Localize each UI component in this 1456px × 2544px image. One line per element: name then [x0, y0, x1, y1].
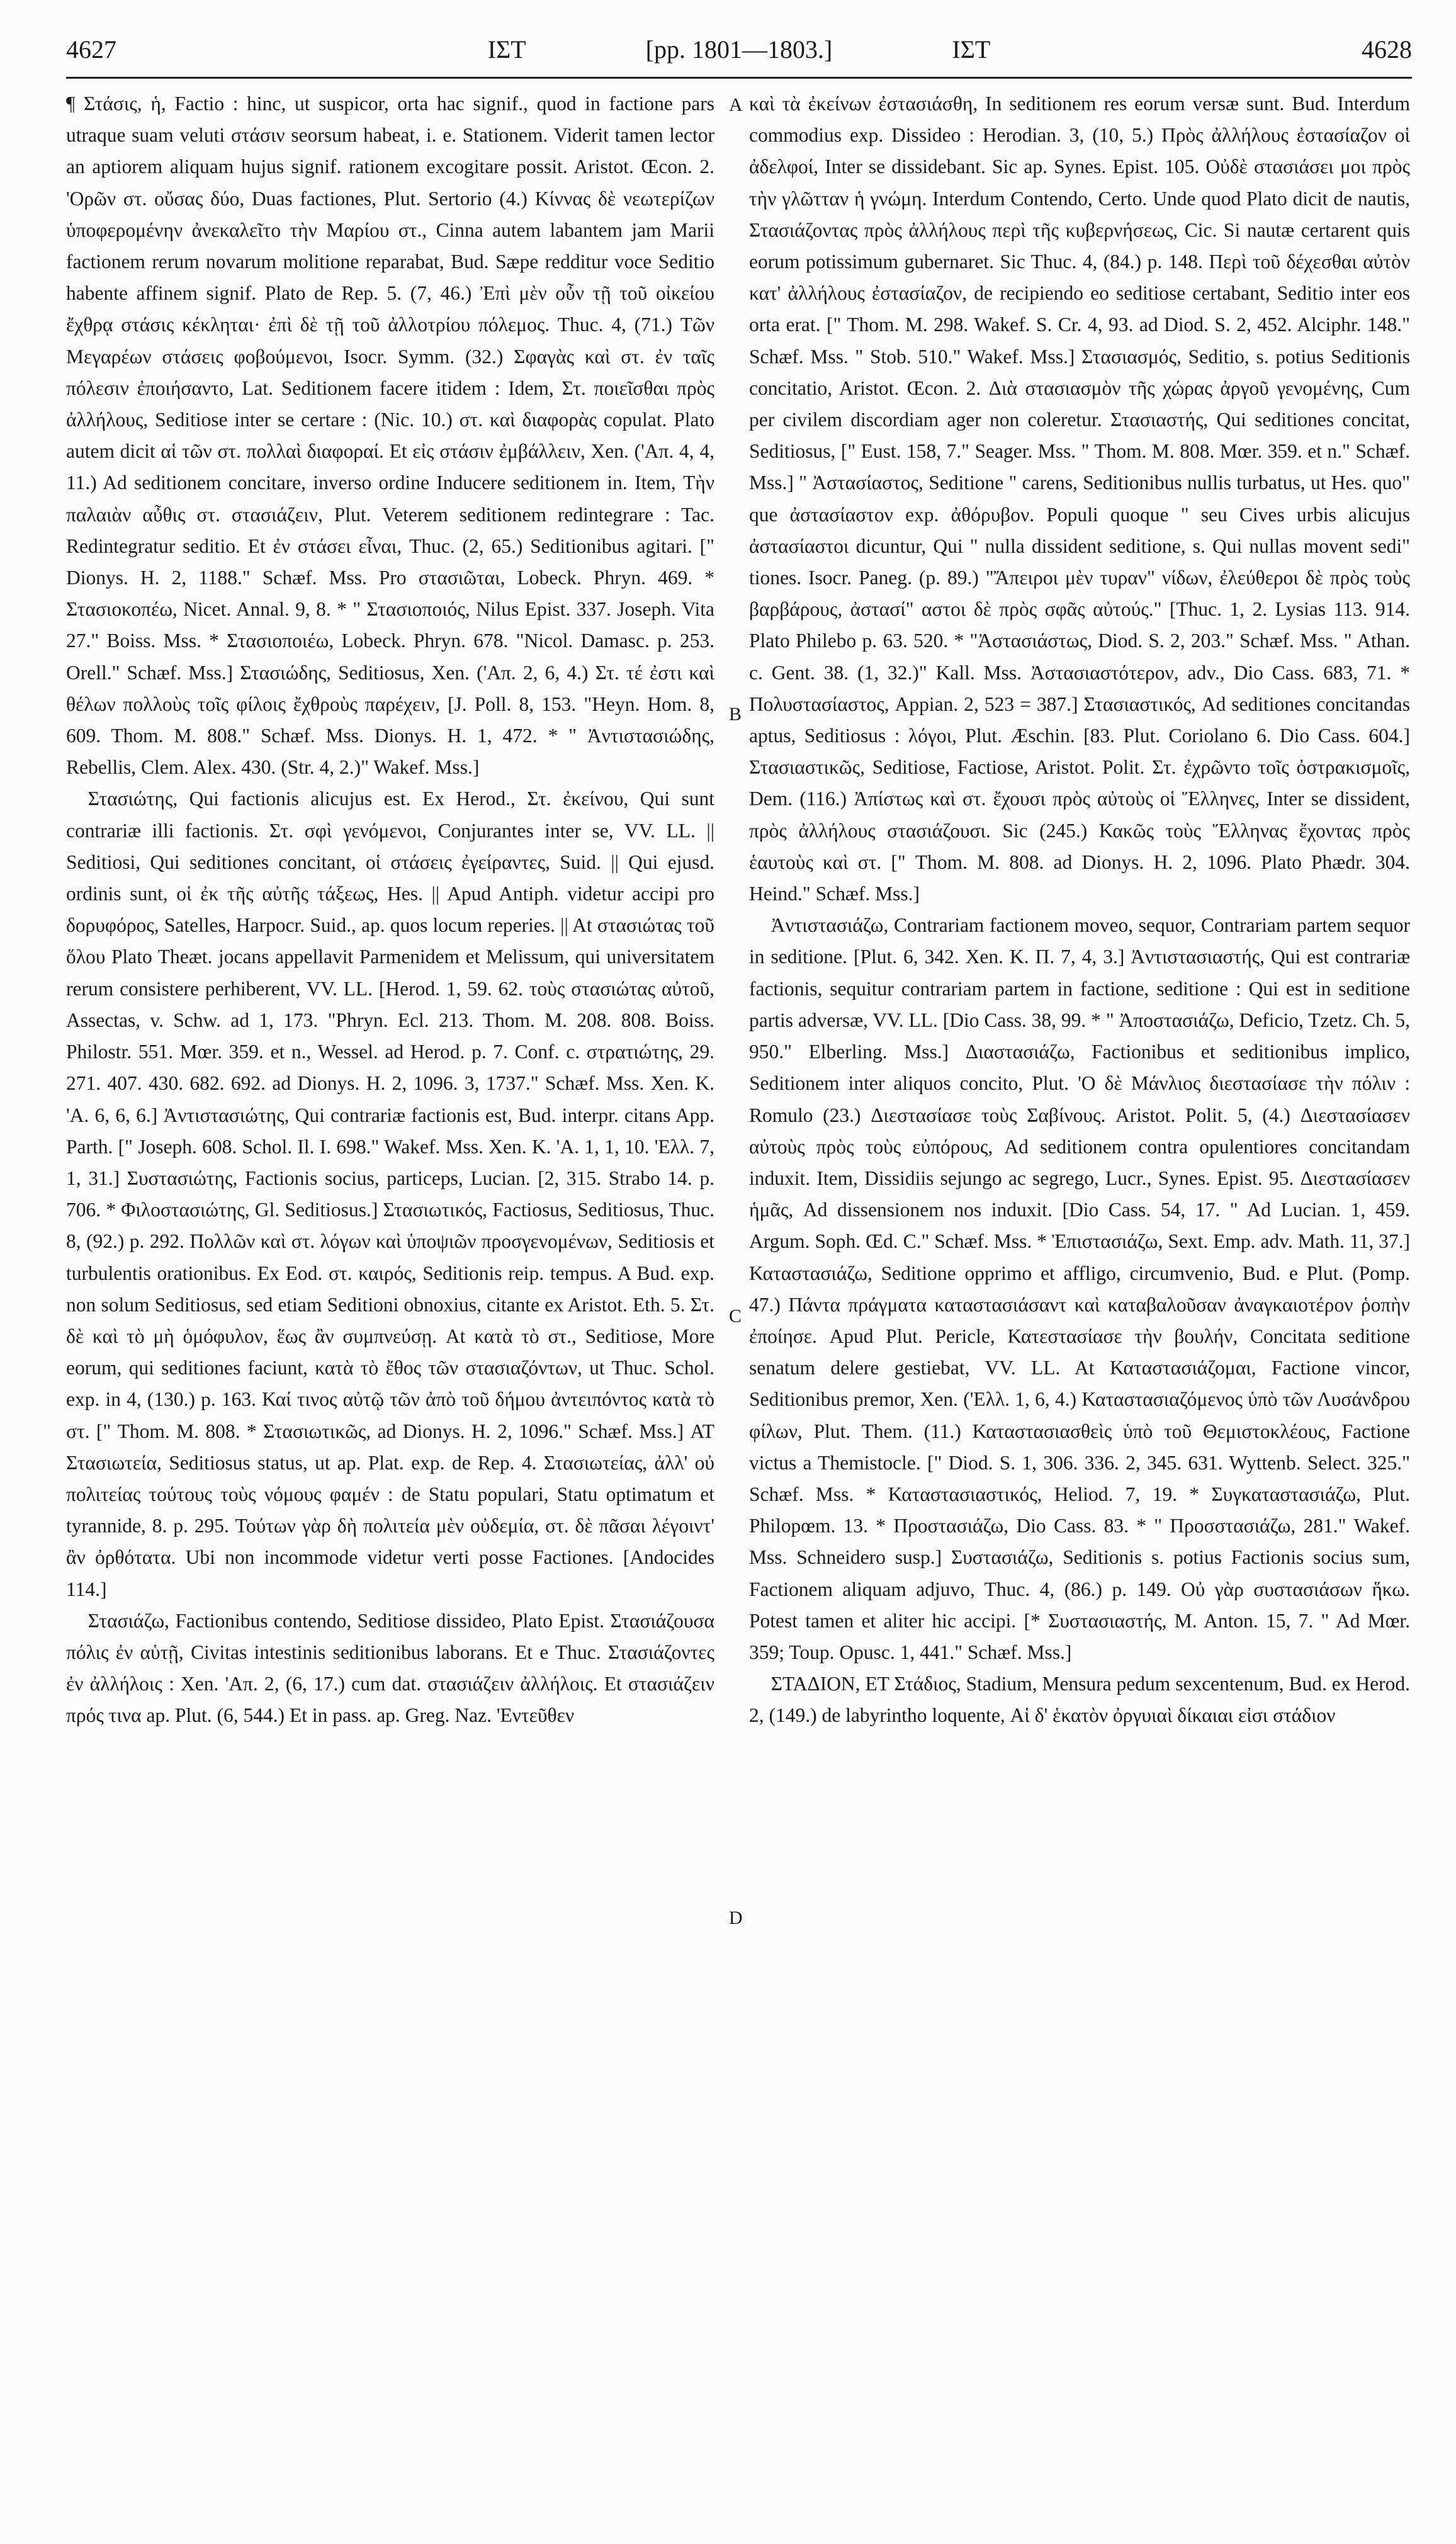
section-marker-a: A: [729, 94, 743, 115]
running-header: [66, 24, 1412, 74]
page-number-right: 4628: [1361, 35, 1412, 64]
left-column: [66, 88, 714, 2521]
header-rule: [66, 77, 1412, 79]
header-center: [488, 35, 991, 64]
entry-stasiazo-continued: καὶ τὰ ἐκείνων ἐστασιάσθη, In seditionem res eorum versæ sunt. Bud. Interdum commodius exp. Dissideo : Herodian. 3, (10, 5.) Πρὸς ἀλλήλους ἐστασίαζον οἱ ἀδελφοί, Inter se dissidebant. Sic ap. Synes. Epist. 105. Οὐδὲ στασιάσει μοι πρὸς τὴν γλῶτταν ἡ γνώμη. Interdum Contendo, Certo. Unde quod Plato dicit de nautis, Στασιάζοντας πρὸς ἀλλήλους περὶ τῆς κυβερνήσεως, Cic. Si nautæ certarent quis eorum potissimum gubernaret. Sic Thuc. 4, (84.) p. 148. Περὶ τοῦ δέχεσθαι αὐτὸν κατ' ἀλλήλους ἐστασίαζον, de recipiendo eo seditiose certabant, Seditio inter eos orta erat. [" Thom. M. 298. Wakef. S. Cr. 4, 93. ad Diod. S. 2, 452. Alciphr. 148." Schæf. Mss. " Stob. 510." Wakef. Mss.] Στασιασμός, Seditio, s. potius Seditionis concitatio, Aristot. Œcon. 2. Διὰ στασιασμὸν τῆς χώρας ἀργοῦ γενομένης, Cum per civilem discordiam ager non coleretur. Στασιαστής, Qui seditiones concitat, Seditiosus, [" Eust. 158, 7." Seager. Mss. " Thom. M. 808. Mœr. 359. et n." Schæf. Mss.] " Ἀστασίαστος, Seditione " carens, Seditionibus nullis turbatus, ut Hes. quo" que ἀστασίαστον exp. ἀθόρυβον. Populi quoque " seu Cives urbis alicujus ἀστασίαστοι dicuntur, Qui " nulla dissident seditione, s. Qui nullas movent sedi" tiones. Isocr. Paneg. (p. 89.) "Ἄπειροι μὲν τυραν" νίδων, ἐλεύθεροι δὲ πρὸς τοὺς βαρβάρους, ἀστασί" αστοι δὲ πρὸς σφᾶς αὐτούς." [Thuc. 1, 2. Lysias 113. 914. Plato Philebo p. 63. 520. * "Ἀστασιάστως, Diod. S. 2, 203." Schæf. Mss. " Athan. c. Gent. 38. (1, 32.)" Kall. Mss. Ἀστασιαστότερον, adv., Dio Cass. 683, 71. * Πολυστασίαστος, Appian. 2, 523 = 387.] Στασιαστικός, Ad seditiones concitandas aptus, Seditiosus : λόγοι, Plut. Æschin. [83. Plut. Coriolano 6. Dio Cass. 604.] Στασιαστικῶς, Seditiose, Factiose, Aristot. Polit. Στ. ἐχρῶντο τοῖς ὀστρακισμοῖς, Dem. (116.) Ἀπίστως καὶ στ. ἔχουσι πρὸς αὐτοὺς οἱ Ἕλληνες, Inter se dissident, πρὸς ἀλλήλους στασιάζουσι. Sic (245.) Κακῶς τοὺς Ἕλληνας ἔχοντας πρὸς ἑαυτοὺς καὶ στ. [" Thom. M. 808. ad Dionys. H. 2, 1096. Plato Phædr. 304. Heind." Schæf. Mss.]: [749, 93, 1410, 905]
entry-antistasiazo: Ἀντιστασιάζω, Contrariam factionem moveo, sequor, Contrariam partem sequor in seditione. [Plut. 6, 342. Xen. K. Π. 7, 4, 3.] Ἀντιστασιαστής, Qui est contrariæ factionis, sequitur contrariam partem in factione, seditione : Qui est in seditione partis adversæ, VV. LL. [Dio Cass. 38, 99. * " Ἀποστασιάζω, Deficio, Tzetz. Ch. 5, 950." Elberling. Mss.] Διαστασιάζω, Factionibus et seditionibus implico, Seditionem inter aliquos concito, Plut. 'Ο δὲ Μάνλιος διεστασίασε τὴν πόλιν : Romulo (23.) Διεστασίασε τοὺς Σαβίνους. Aristot. Polit. 5, (4.) Διεστασίασεν αὐτοὺς πρὸς τοὺς εὐπόρους, Ad seditionem contra opulentiores concitandam induxit. Item, Dissidiis sejungo ac segrego, Lucr., Synes. Epist. 95. Διεστασίασεν ἡμᾶς, Ad dissensionem nos induxit. [Dio Cass. 54, 17. " Ad Lucian. 1, 459. Argum. Soph. Œd. C." Schæf. Mss. * Ἐπιστασιάζω, Sext. Emp. adv. Math. 11, 37.] Καταστασιάζω, Seditione opprimo et affligo, circumvenio, Bud. e Plut. (Pomp. 47.) Πάντα πράγματα καταστασιάσαντ καὶ καταβαλοῦσαν ἀναγκαιοτέρον ῥοπὴν ἐποίησε. Apud Plut. Pericle, Κατεστασίασε τὴν βουλήν, Concitata seditione senatum delere gestiebat, VV. LL. At Καταστασιάζομαι, Factione vincor, Seditionibus premor, Xen. ('Ελλ. 1, 6, 4.) Καταστασιαζόμενος ὑπὸ τῶν Λυσάνδρου φίλων, Plut. Them. (11.) Καταστασιασθεὶς ὑπὸ τοῦ Θεμιστοκλέους, Factione victus a Themistocle. [" Diod. S. 1, 306. 336. 2, 345. 631. Wyttenb. Select. 325." Schæf. Mss. * Καταστασιαστικός, Heliod. 7, 19. * Συγκαταστασιάζω, Plut. Philopœm. 13. * Προστασιάζω, Dio Cass. 83. * " Προσστασιάζω, 281." Wakef. Mss. Schneidero susp.] Συστασιάζω, Seditionis s. potius Factionis socius sum, Factionem aliquam adjuvo, Thuc. 4, (86.) p. 149. Οὐ γὰρ συστασιάσων ἥκω. Potest tamen et aliter hic accipi. [* Συστασιαστής, M. Anton. 15, 7. " Ad Mœr. 359; Toup. Opusc. 1, 441." Schæf. Mss.]: [749, 914, 1410, 1663]
header-page-range: [pp. 1801—1803.]: [645, 35, 833, 64]
header-title-left: ΙΣΤ: [487, 35, 526, 64]
entry-stadion: ΣΤΑΔΙΟΝ, ET Στάδιος, Stadium, Mensura pedum sexcentenum, Bud. ex Herod. 2, (149.) de labyrintho loquente, Αἱ δ' ἑκατὸν ὀργυιαὶ δίκαιαι εἰσι στάδιον: [749, 1673, 1410, 1727]
section-marker-d: D: [729, 1908, 743, 1928]
header-title-right: ΙΣΤ: [952, 35, 991, 64]
right-column: [749, 88, 1410, 2521]
page-number-left: 4627: [66, 35, 116, 64]
entry-stasis: ¶ Στάσις, ἡ, Factio : hinc, ut suspicor, orta hac signif., quod in factione pars utraque suam veluti στάσιν seorsum habeat, i. e. Stationem. Viderit tamen lector an aptiorem aliquam hujus signif. rationem excogitare possit. Aristot. Œcon. 2. 'Ορῶν στ. οὔσας δύο, Duas factiones, Plut. Sertorio (4.) Κίννας δὲ νεωτερίζων ὑποφερομένην ἀνεκαλεῖτο τὴν Μαρίου στ., Cinna autem labantem jam Marii factionem rerum novarum molitione reparabat, Bud. Sæpe redditur voce Seditio habente affinem signif. Plato de Rep. 5. (7, 46.) Ἐπὶ μὲν οὖν τῇ τοῦ οἰκείου ἔχθρᾳ στάσις κέκληται· ἐπὶ δὲ τῇ τοῦ ἀλλοτρίου πόλεμος. Thuc. 4, (71.) Τῶν Μεγαρέων στάσεις φοβούμενοι, Isocr. Symm. (32.) Σφαγὰς καὶ στ. ἐν ταῖς πόλεσιν ἐποιήσαντο, Lat. Seditionem facere itidem : Idem, Στ. ποιεῖσθαι πρὸς ἀλλήλους, Seditiose inter se certare : (Nic. 10.) στ. καὶ διαφορὰς copulat. Plato autem dicit αἱ τῶν στ. πολλαὶ διαφοραί. Et εἰς στάσιν ἐμβάλλειν, Xen. ('Απ. 4, 4, 11.) Ad seditionem concitare, inverso ordine Inducere seditionem in. Item, Τὴν παλαιὰν αὖθις στ. στασιάζειν, Plut. Veterem seditionem redintegrare : Tac. Redintegratur seditio. Et ἐν στάσει εἶναι, Thuc. (2, 65.) Seditionibus agitari. [" Dionys. H. 2, 1188." Schæf. Mss. Pro στασιῶται, Lobeck. Phryn. 469. * Στασιοκοπέω, Nicet. Annal. 9, 8. * " Στασιοποιός, Nilus Epist. 337. Joseph. Vita 27." Boiss. Mss. * Στασιοποιέω, Lobeck. Phryn. 678. "Nicol. Damasc. p. 253. Orell." Schæf. Mss.] Στασιώδης, Seditiosus, Xen. ('Απ. 2, 6, 4.) Στ. τέ ἐστι καὶ θέλων πολλοὺς τοῖς φίλοις ἔχθροὺς παρέχειν, [J. Poll. 8, 153. "Heyn. Hom. 8, 609. Thom. M. 808." Schæf. Mss. Dionys. H. 1, 472. * " Ἀντιστασιώδης, Rebellis, Clem. Alex. 430. (Str. 4, 2.)" Wakef. Mss.]: [66, 93, 714, 779]
section-marker-b: B: [729, 704, 742, 725]
entry-stasiazo: Στασιάζω, Factionibus contendo, Seditiose dissideo, Plato Epist. Στασιάζουσα πόλις ἐν αὑτῇ, Civitas intestinis seditionibus laborans. Et e Thuc. Στασιάζοντες ἐν ἀλλήλοις : Xen. 'Απ. 2, (6, 17.) cum dat. στασιάζειν ἀλλήλοις. Et στασιάζειν πρός τινα ap. Plut. (6, 544.) Et in pass. ap. Greg. Naz. 'Εντεῦθεν: [66, 1609, 714, 1727]
entry-stasiotes: Στασιώτης, Qui factionis alicujus est. Ex Herod., Στ. ἐκείνου, Qui sunt contrariæ illi factionis. Στ. σφὶ γενόμενοι, Conjurantes inter se, VV. LL. || Seditiosi, Qui seditiones concitant, οἱ στάσεις ἐγείραντες, Suid. || Qui ejusd. ordinis sunt, οἱ ἐκ τῆς αὐτῆς τάξεως, Hes. || Apud Antiph. videtur accipi pro δορυφόρος, Satelles, Harpocr. Suid., ap. quos locum reperies. || At στασιώτας τοῦ ὅλου Plato Theæt. jocans appellavit Parmenidem et Melissum, qui universitatem rerum consistere perhiberent, VV. LL. [Herod. 1, 59. 62. τοὺς στασιώτας αὐτοῦ, Assectas, v. Schw. ad 1, 173. "Phryn. Ecl. 213. Thom. M. 208. 808. Boiss. Philostr. 551. Mœr. 359. et n., Wessel. ad Herod. p. 7. Conf. c. στρατιώτης, 29. 271. 407. 430. 682. 692. ad Dionys. H. 2, 1096. 3, 1737." Schæf. Mss. Xen. K. 'Α. 6, 6, 6.] Ἀντιστασιώτης, Qui contrariæ factionis est, Bud. interpr. citans App. Parth. [" Joseph. 608. Schol. Il. I. 698." Wakef. Mss. Xen. K. 'Α. 1, 1, 10. 'Ελλ. 7, 1, 31.] Συστασιώτης, Factionis socius, particeps, Lucian. [2, 315. Strabo 14. p. 706. * Φιλοστασιώτης, Gl. Seditiosus.] Στασιωτικός, Factiosus, Seditiosus, Thuc. 8, (92.) p. 292. Πολλῶν καὶ στ. λόγων καὶ ὑποψιῶν προσγενομένων, Seditiosis et turbulentis orationibus. Ex Eod. στ. καιρός, Seditionis reip. tempus. A Bud. exp. non solum Seditiosus, sed etiam Seditioni obnoxius, citante ex Aristot. Eth. 5. Στ. δὲ καὶ τὸ μὴ ὁμόφυλον, ἕως ἂν συμπνεύσῃ. At κατὰ τὸ στ., Seditiose, More eorum, qui seditiones faciunt, κατὰ τὸ ἔθος τῶν στασιαζόντων, ut Thuc. Schol. exp. in 4, (130.) p. 163. Καί τινος αὐτῷ τῶν ἀπὸ τοῦ δήμου ἀντειπόντος κατὰ τὸ στ. [" Thom. M. 808. * Στασιωτικῶς, ad Dionys. H. 2, 1096." Schæf. Mss.] AT Στασιωτεία, Seditiosus status, ut ap. Plat. exp. de Rep. 4. Στασιωτείας, ἀλλ' οὐ πολιτείας τούτους τοὺς νόμους φαμέν : de Statu populari, Statu optimatum et tyrannide, 8. p. 295. Τούτων γὰρ δὴ πολιτεία μὲν οὐδεμία, στ. δὲ πᾶσαι λέγοιντ' ἂν ὀρθότατα. Ubi non incommode videtur verti posse Factiones. [Andocides 114.]: [66, 788, 714, 1600]
section-marker-c: C: [729, 1306, 742, 1326]
